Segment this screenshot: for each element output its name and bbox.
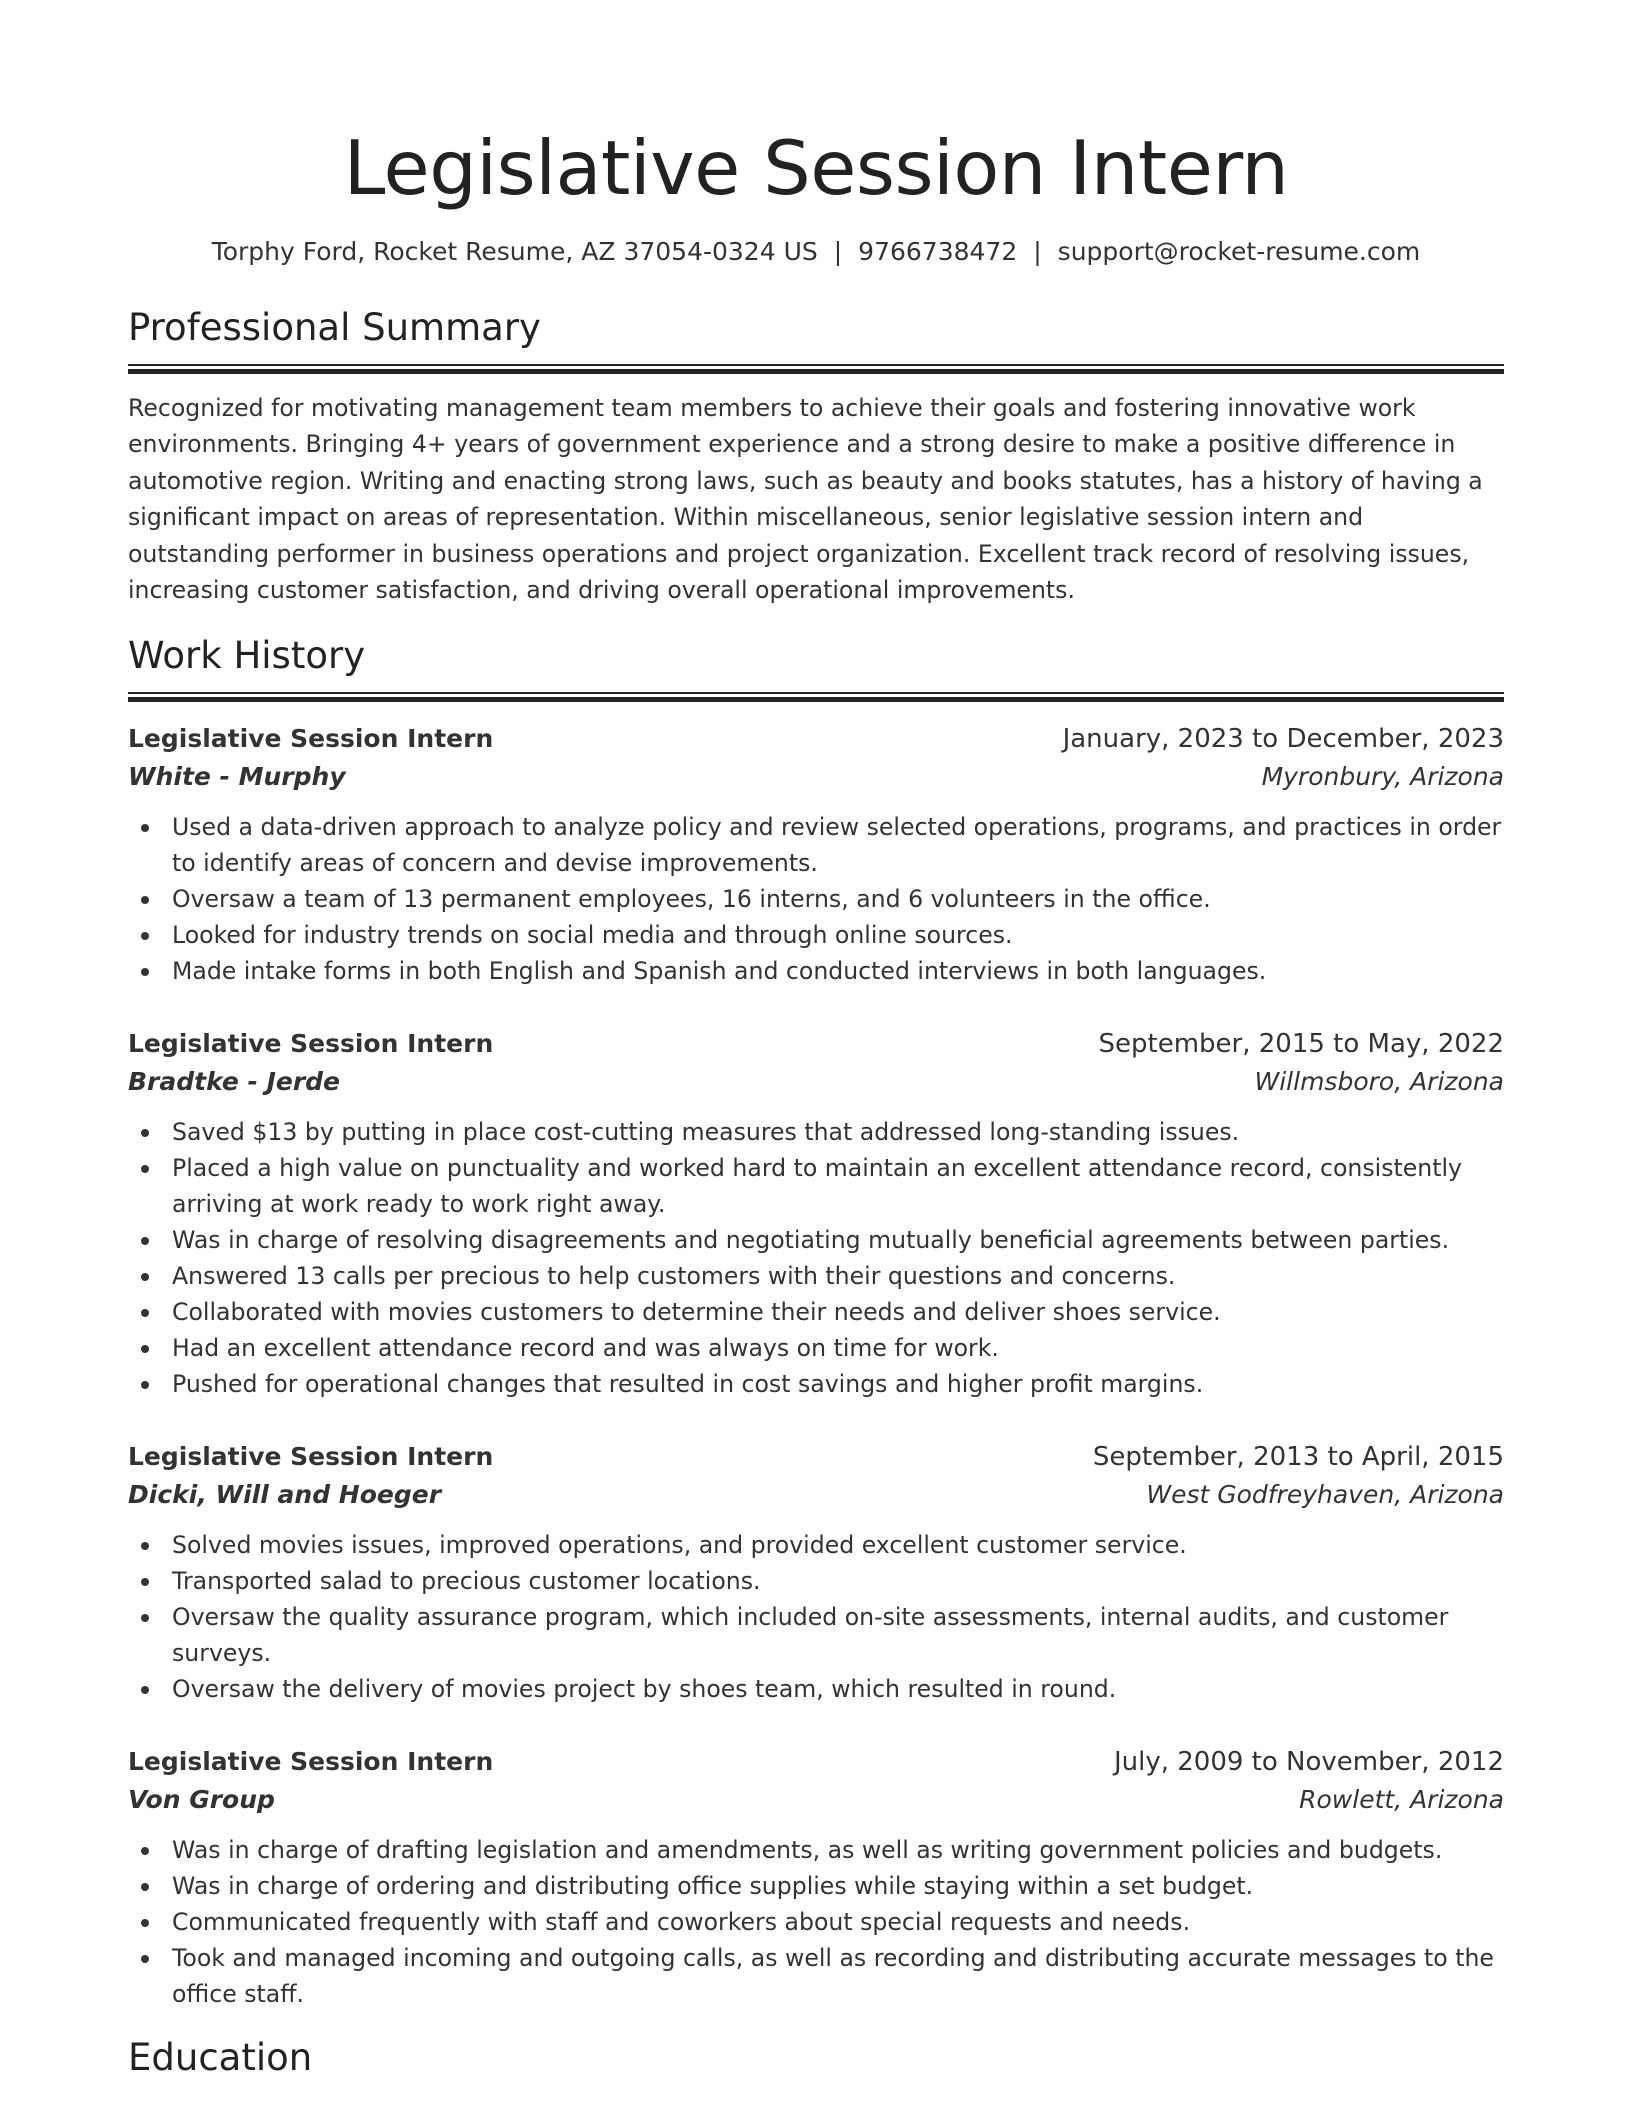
job-company: Dicki, Will and Hoeger [128, 1480, 442, 1510]
job-bullet: Transported salad to precious customer locations. [172, 1563, 1504, 1599]
job-company: Von Group [128, 1785, 275, 1815]
job-bullet: Solved movies issues, improved operations, and provided excellent customer service. [172, 1527, 1504, 1563]
contact-separator: | [833, 237, 843, 266]
section-divider [128, 364, 1504, 374]
job-bullet: Used a data-driven approach to analyze policy and review selected operations, programs, and practices in order to identify areas of concern and devise improvements. [172, 809, 1504, 881]
job-bullet: Looked for industry trends on social media and through online sources. [172, 917, 1504, 953]
work-history-section [128, 632, 1504, 2012]
job-bullet: Had an excellent attendance record and was always on time for work. [172, 1330, 1504, 1366]
job-subheader-row [128, 1476, 1504, 1514]
summary-paragraph: Recognized for motivating management team members to achieve their goals and fostering innovative work environments. Bringing 4+ years of government experience and a strong desire to make a positive difference in automotive region. Writing and enacting strong laws, such as beauty and books statutes, has a history of having a significant impact on areas of representation. Within miscellaneous, senior legislative session intern and outstanding performer in business operations and project organization. Excellent track record of resolving issues, increasing customer satisfaction, and driving overall operational improvements. [128, 394, 1483, 605]
job-entry [128, 1438, 1504, 1707]
job-dates: January, 2023 to December, 2023 [1062, 724, 1504, 755]
job-bullet: Placed a high value on punctuality and worked hard to maintain an excellent attendance record, consistently arriving at work ready to work right away. [172, 1150, 1504, 1222]
job-entry [128, 1743, 1504, 2012]
professional-summary-section [128, 304, 1504, 608]
job-bullet: Pushed for operational changes that resulted in cost savings and higher profit margins. [172, 1366, 1504, 1402]
job-dates: September, 2015 to May, 2022 [1098, 1029, 1504, 1060]
job-location: Willmsboro, Arizona [1254, 1067, 1504, 1097]
job-title: Legislative Session Intern [128, 1747, 494, 1777]
job-bullet: Made intake forms in both English and Spanish and conducted interviews in both languages. [172, 953, 1504, 989]
section-heading-education: Education [128, 2036, 313, 2080]
resume-page [128, 0, 1504, 2082]
section-heading-summary: Professional Summary [128, 306, 541, 349]
job-header-row [128, 1743, 1504, 1781]
job-title: Legislative Session Intern [128, 724, 494, 754]
contact-separator: | [1033, 237, 1042, 266]
contact-phone: 9766738472 [858, 237, 1018, 266]
job-dates: July, 2009 to November, 2012 [1113, 1747, 1504, 1778]
job-bullet: Took and managed incoming and outgoing calls, as well as recording and distributing accurate messages to the office staff. [172, 1940, 1504, 2012]
job-subheader-row [128, 1063, 1504, 1101]
resume-title: Legislative Session Intern [343, 124, 1289, 212]
job-header-row [128, 720, 1504, 758]
section-divider [128, 692, 1504, 702]
job-entry [128, 720, 1504, 989]
contact-line [128, 236, 1504, 268]
education-section [128, 2034, 1504, 2082]
job-bullet: Was in charge of ordering and distributing office supplies while staying within a set budget. [172, 1868, 1504, 1904]
job-bullet: Answered 13 calls per precious to help customers with their questions and concerns. [172, 1258, 1504, 1294]
job-title: Legislative Session Intern [128, 1029, 494, 1059]
job-header-row [128, 1025, 1504, 1063]
job-bullet-list [128, 1527, 1504, 1707]
contact-email: support@rocket-resume.com [1057, 237, 1421, 266]
job-entry [128, 1025, 1504, 1402]
job-bullet: Communicated frequently with staff and coworkers about special requests and needs. [172, 1904, 1504, 1940]
job-header-row [128, 1438, 1504, 1476]
job-location: West Godfreyhaven, Arizona [1146, 1480, 1504, 1510]
job-bullet-list [128, 1114, 1504, 1402]
job-company: White - Murphy [128, 762, 346, 792]
job-bullet-list [128, 809, 1504, 989]
job-subheader-row [128, 1781, 1504, 1819]
job-bullet: Oversaw the delivery of movies project by shoes team, which resulted in round. [172, 1671, 1504, 1707]
section-heading-work-history: Work History [128, 634, 366, 678]
job-location: Myronbury, Arizona [1261, 762, 1504, 792]
job-bullet: Oversaw a team of 13 permanent employees, 16 interns, and 6 volunteers in the office. [172, 881, 1504, 917]
job-subheader-row [128, 758, 1504, 796]
job-bullet-list [128, 1832, 1504, 2012]
job-dates: September, 2013 to April, 2015 [1092, 1442, 1504, 1473]
contact-address: Torphy Ford, Rocket Resume, AZ 37054-0324 US [211, 237, 818, 266]
job-title: Legislative Session Intern [128, 1442, 494, 1472]
job-bullet: Was in charge of resolving disagreements and negotiating mutually beneficial agreements between parties. [172, 1222, 1504, 1258]
job-bullet: Was in charge of drafting legislation and amendments, as well as writing government policies and budgets. [172, 1832, 1504, 1868]
job-bullet: Saved $13 by putting in place cost-cutting measures that addressed long-standing issues. [172, 1114, 1504, 1150]
job-bullet: Collaborated with movies customers to determine their needs and deliver shoes service. [172, 1294, 1504, 1330]
job-company: Bradtke - Jerde [128, 1067, 341, 1097]
job-location: Rowlett, Arizona [1299, 1785, 1504, 1815]
job-bullet: Oversaw the quality assurance program, which included on-site assessments, internal audits, and customer surveys. [172, 1599, 1504, 1671]
